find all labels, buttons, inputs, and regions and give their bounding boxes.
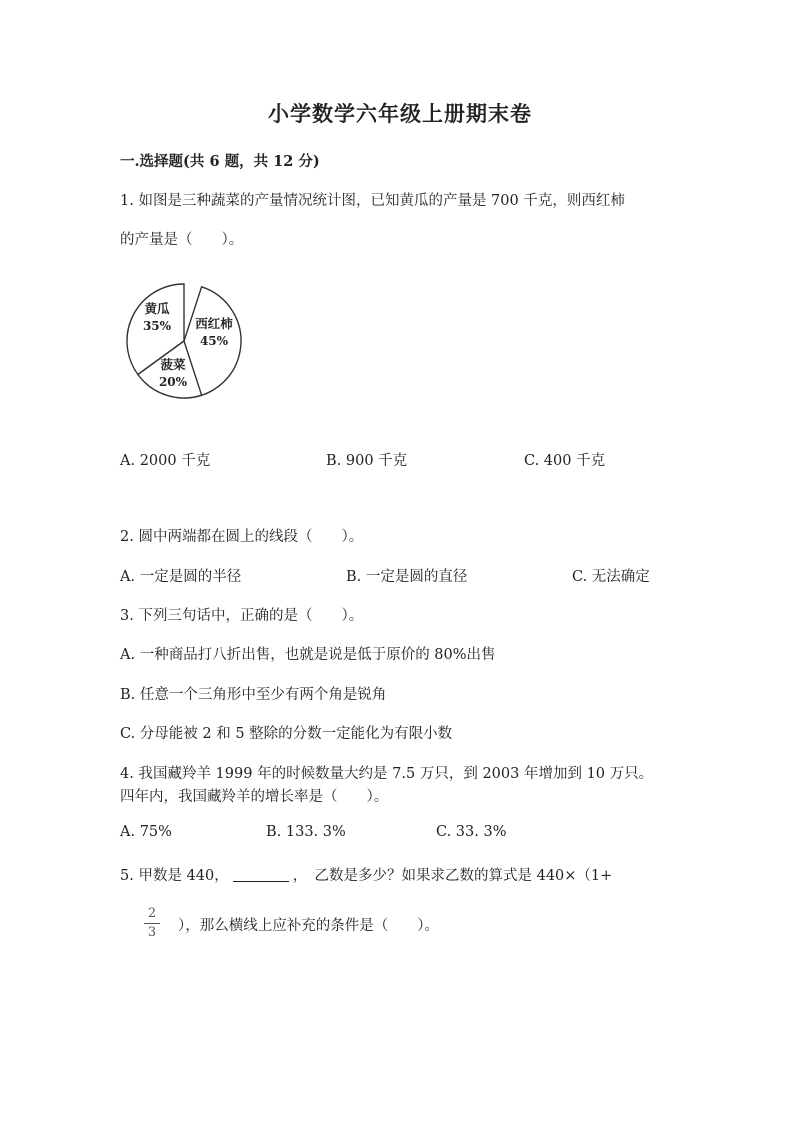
fraction-bar: [144, 923, 160, 924]
pie-label-1: 西红柿: [195, 316, 233, 331]
q5-text-part2: ， 乙数是多少？如果求乙数的算式是 440×（1+: [292, 868, 613, 884]
section-heading: 一.选择题(共 6 题，共 12 分): [120, 153, 320, 170]
q5-text-line2: ），那么横线上应补充的条件是（ ）。: [178, 918, 439, 934]
q3-option-c[interactable]: C. 分母能被 2 和 5 整除的分数一定能化为有限小数: [120, 726, 453, 742]
pie-label-2: 菠菜: [160, 357, 186, 372]
pie-chart: [118, 278, 250, 404]
q1-option-a[interactable]: A. 2000 千克: [120, 453, 211, 469]
fraction-numerator: 2: [147, 906, 157, 921]
page-title: 小学数学六年级上册期末卷: [268, 101, 532, 126]
q3-option-b[interactable]: B. 任意一个三角形中至少有两个角是锐角: [120, 687, 387, 703]
fraction-two-thirds: [144, 906, 160, 941]
q1-option-b[interactable]: B. 900 千克: [326, 453, 408, 469]
q5-text-line1: [120, 864, 612, 885]
q2-text: 2. 圆中两端都在圆上的线段（ ）。: [120, 529, 364, 545]
q4-option-c[interactable]: C. 33. 3%: [436, 824, 507, 840]
pie-label-0: 黄瓜: [144, 301, 170, 316]
pie-value-label-0: 35%: [142, 319, 172, 333]
answer-blank[interactable]: [233, 867, 289, 882]
q1-text-line1: 1. 如图是三种蔬菜的产量情况统计图，已知黄瓜的产量是 700 千克，则西红柿: [120, 193, 625, 209]
q1-text-line2: 的产量是（ ）。: [120, 232, 244, 248]
q3-text: 3. 下列三句话中，正确的是（ ）。: [120, 608, 364, 624]
pie-value-label-2: 20%: [158, 375, 188, 389]
q3-option-a[interactable]: A. 一种商品打八折出售，也就是说是低于原价的 80%出售: [120, 647, 496, 663]
q2-option-c[interactable]: C. 无法确定: [572, 569, 650, 585]
q4-option-a[interactable]: A. 75%: [120, 824, 172, 840]
q2-option-a[interactable]: A. 一定是圆的半径: [120, 569, 242, 585]
q1-option-c[interactable]: C. 400 千克: [524, 453, 606, 469]
pie-value-label-1: 45%: [199, 334, 229, 348]
q2-option-b[interactable]: B. 一定是圆的直径: [346, 569, 468, 585]
q4-option-b[interactable]: B. 133. 3%: [266, 824, 346, 840]
q4-text-line1: 4. 我国藏羚羊 1999 年的时候数量大约是 7.5 万只，到 2003 年增加到 10 万只。: [120, 766, 654, 782]
q5-text-part1: 5. 甲数是 440，: [120, 868, 229, 884]
q4-text-line2: 四年内，我国藏羚羊的增长率是（ ）。: [120, 789, 389, 805]
fraction-denominator: 3: [147, 925, 157, 940]
